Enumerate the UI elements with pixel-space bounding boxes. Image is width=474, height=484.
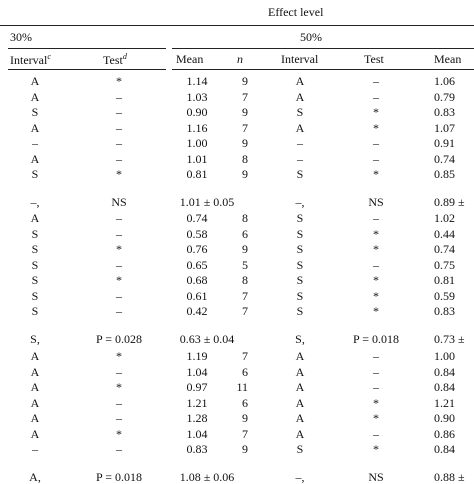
summary-test-30: NS bbox=[111, 195, 127, 209]
mean-50-cell: 0.83 bbox=[434, 304, 455, 318]
header-30pct: 30% bbox=[10, 30, 32, 44]
mean-30-cell: 1.04 bbox=[186, 426, 208, 441]
n-cell: 6 bbox=[242, 395, 248, 410]
test-50-cell: * bbox=[373, 120, 379, 135]
interval-30-cell: – bbox=[32, 442, 38, 456]
test-30-cell: – bbox=[116, 411, 122, 425]
test-30-cell: * bbox=[116, 242, 122, 256]
mean-30-cell: 0.42 bbox=[186, 304, 208, 318]
mean-30-cell: 0.74 bbox=[186, 211, 208, 225]
summary-mean-30: 1.08 ± 0.06 bbox=[179, 470, 235, 484]
col-header-test-50: Test bbox=[364, 52, 384, 66]
mean-30-cell: 1.16 bbox=[186, 120, 208, 135]
summary-test-50: NS bbox=[368, 470, 384, 484]
mean-50-cell: 0.84 bbox=[434, 380, 455, 394]
summary-test-50: P = 0.018 bbox=[353, 332, 399, 346]
mean-30-cell: 0.76 bbox=[186, 242, 208, 256]
summary-test-50: NS bbox=[368, 195, 384, 209]
n-cell: 9 bbox=[242, 442, 248, 456]
test-50-cell: * bbox=[373, 288, 379, 303]
n-cell: 6 bbox=[242, 364, 248, 379]
interval-50-cell: A bbox=[295, 89, 305, 104]
summary-mean-50: 0.89 ± bbox=[434, 195, 465, 209]
rule-30pct bbox=[8, 48, 166, 49]
interval-50-cell: A bbox=[295, 395, 305, 410]
interval-30-cell: S bbox=[31, 273, 39, 287]
test-30-cell: * bbox=[116, 426, 122, 441]
rule-50pct bbox=[172, 48, 474, 49]
n-cell: 9 bbox=[242, 105, 248, 119]
mean-50-cell: 0.86 bbox=[434, 426, 455, 441]
interval-50-cell: S bbox=[296, 226, 304, 241]
summary-test-30: P = 0.018 bbox=[96, 470, 142, 484]
summary-interval-30: A, bbox=[29, 470, 41, 484]
effect-level-title: Effect level bbox=[268, 5, 324, 19]
mean-30-cell: 0.61 bbox=[186, 288, 208, 303]
interval-50-cell: S bbox=[296, 442, 304, 456]
mean-30-cell: 1.03 bbox=[186, 89, 208, 104]
interval-50-cell: A bbox=[295, 411, 305, 425]
mean-30-cell: 0.68 bbox=[186, 273, 208, 287]
summary-test-30: P = 0.028 bbox=[96, 332, 142, 346]
n-cell: 7 bbox=[242, 426, 248, 441]
col-header-n: n bbox=[237, 52, 243, 66]
interval-50-cell: A bbox=[295, 426, 305, 441]
summary-mean-50: 0.88 ± bbox=[434, 470, 465, 484]
test-30-cell: – bbox=[116, 89, 122, 104]
test-50-cell: * bbox=[373, 411, 379, 425]
test-30-cell: – bbox=[116, 105, 122, 119]
test-30-cell: – bbox=[116, 151, 122, 166]
test-30-cell: – bbox=[116, 257, 122, 272]
test-50-cell: * bbox=[373, 304, 379, 318]
interval-50-cell: – bbox=[297, 136, 303, 150]
test-30-cell: * bbox=[116, 167, 122, 181]
summary-mean-50: 0.73 ± bbox=[434, 332, 465, 346]
interval-50-cell: A bbox=[295, 349, 305, 363]
mean-50-cell: 1.00 bbox=[434, 349, 455, 363]
mean-30-cell: 0.65 bbox=[186, 257, 208, 272]
n-cell: 6 bbox=[242, 226, 248, 241]
summary-interval-50: –, bbox=[295, 195, 305, 209]
n-cell: 11 bbox=[236, 380, 248, 394]
mean-50-cell: 0.90 bbox=[434, 411, 455, 425]
mean-50-cell: 0.74 bbox=[434, 242, 455, 256]
mean-50-cell: 1.07 bbox=[434, 120, 455, 135]
mean-50-cell: 0.84 bbox=[434, 442, 455, 456]
interval-50-cell: S bbox=[296, 242, 304, 256]
mean-50-cell: 0.74 bbox=[434, 151, 455, 166]
test-50-cell: – bbox=[373, 380, 379, 394]
mean-30-cell: 0.58 bbox=[186, 226, 208, 241]
summary-interval-30: –, bbox=[30, 195, 40, 209]
test-50-cell: * bbox=[373, 226, 379, 241]
interval-30-cell: S bbox=[31, 304, 39, 318]
summary-interval-50: –, bbox=[295, 470, 305, 484]
interval-30-cell: A bbox=[30, 74, 40, 88]
mean-50-cell: 1.06 bbox=[434, 74, 455, 88]
test-30-cell: – bbox=[116, 395, 122, 410]
interval-30-cell: S bbox=[31, 105, 39, 119]
test-50-cell: – bbox=[373, 211, 379, 225]
test-30-cell: – bbox=[116, 136, 122, 150]
mean-50-cell: 0.44 bbox=[434, 226, 455, 241]
mean-30-cell: 1.01 bbox=[186, 151, 208, 166]
interval-30-cell: A bbox=[30, 411, 40, 425]
test-50-cell: – bbox=[373, 364, 379, 379]
n-cell: 8 bbox=[242, 211, 248, 225]
interval-30-cell: S bbox=[31, 242, 39, 256]
interval-30-cell: A bbox=[30, 151, 40, 166]
test-50-cell: * bbox=[373, 395, 379, 410]
mean-50-cell: 0.83 bbox=[434, 105, 455, 119]
interval-50-cell: A bbox=[295, 364, 305, 379]
n-cell: 9 bbox=[242, 74, 248, 88]
test-30-cell: * bbox=[116, 273, 122, 287]
n-cell: 7 bbox=[242, 304, 248, 318]
mean-30-cell: 1.28 bbox=[186, 411, 208, 425]
interval-30-cell: A bbox=[30, 89, 40, 104]
summary-mean-30: 1.01 ± 0.05 bbox=[179, 195, 235, 209]
n-cell: 5 bbox=[242, 257, 248, 272]
n-cell: 7 bbox=[242, 349, 248, 363]
test-30-cell: – bbox=[116, 211, 122, 225]
mean-50-cell: 1.02 bbox=[434, 211, 455, 225]
header-50pct: 50% bbox=[300, 30, 322, 44]
summary-interval-30: S, bbox=[30, 332, 40, 346]
test-30-cell: – bbox=[116, 288, 122, 303]
interval-30-cell: S bbox=[31, 226, 39, 241]
col-header-interval-30: Interval$^c$ bbox=[10, 52, 51, 67]
mean-30-cell: 1.00 bbox=[186, 136, 208, 150]
n-cell: 7 bbox=[242, 288, 248, 303]
rule-cols-50 bbox=[172, 69, 474, 70]
n-cell: 8 bbox=[242, 273, 248, 287]
test-50-cell: – bbox=[373, 349, 379, 363]
mean-50-cell: 0.91 bbox=[434, 136, 455, 150]
n-cell: 8 bbox=[242, 151, 248, 166]
interval-50-cell: S bbox=[296, 211, 304, 225]
test-50-cell: * bbox=[373, 167, 379, 181]
mean-30-cell: 1.14 bbox=[186, 74, 208, 88]
interval-30-cell: – bbox=[32, 136, 38, 150]
interval-50-cell: S bbox=[296, 105, 304, 119]
interval-30-cell: S bbox=[31, 167, 39, 181]
test-30-cell: – bbox=[116, 120, 122, 135]
summary-interval-50: S, bbox=[295, 332, 305, 346]
interval-50-cell: S bbox=[296, 288, 304, 303]
mean-30-cell: 1.04 bbox=[186, 364, 208, 379]
test-50-cell: – bbox=[373, 151, 379, 166]
interval-30-cell: A bbox=[30, 380, 40, 394]
mean-50-cell: 0.84 bbox=[434, 364, 455, 379]
col-header-mean-30: Mean bbox=[176, 52, 204, 66]
test-30-cell: – bbox=[116, 442, 122, 456]
test-50-cell: * bbox=[373, 442, 379, 456]
interval-30-cell: A bbox=[30, 426, 40, 441]
n-cell: 7 bbox=[242, 89, 248, 104]
summary-mean-30: 0.63 ± 0.04 bbox=[179, 332, 235, 346]
mean-50-cell: 0.85 bbox=[434, 167, 455, 181]
interval-50-cell: – bbox=[297, 151, 303, 166]
interval-50-cell: A bbox=[295, 120, 305, 135]
mean-30-cell: 1.19 bbox=[186, 349, 208, 363]
test-50-cell: – bbox=[373, 426, 379, 441]
mean-30-cell: 0.97 bbox=[186, 380, 208, 394]
n-cell: 9 bbox=[242, 242, 248, 256]
interval-30-cell: A bbox=[30, 364, 40, 379]
test-30-cell: – bbox=[116, 364, 122, 379]
test-50-cell: – bbox=[373, 74, 379, 88]
interval-50-cell: S bbox=[296, 167, 304, 181]
top-rule bbox=[0, 25, 474, 26]
interval-30-cell: A bbox=[30, 211, 40, 225]
interval-50-cell: S bbox=[296, 257, 304, 272]
n-cell: 9 bbox=[242, 136, 248, 150]
test-30-cell: * bbox=[116, 380, 122, 394]
col-header-test-30: Test$^d$ bbox=[103, 52, 127, 67]
test-50-cell: * bbox=[373, 105, 379, 119]
col-header-mean-50: Mean bbox=[434, 52, 462, 66]
test-50-cell: – bbox=[373, 89, 379, 104]
test-50-cell: * bbox=[373, 242, 379, 256]
interval-30-cell: A bbox=[30, 395, 40, 410]
interval-50-cell: A bbox=[295, 380, 305, 394]
col-header-interval-50: Interval bbox=[281, 52, 319, 66]
rule-cols-30 bbox=[8, 69, 166, 70]
interval-30-cell: A bbox=[30, 349, 40, 363]
test-30-cell: * bbox=[116, 349, 122, 363]
n-cell: 7 bbox=[242, 120, 248, 135]
test-30-cell: * bbox=[116, 74, 122, 88]
mean-50-cell: 0.81 bbox=[434, 273, 455, 287]
test-50-cell: * bbox=[373, 273, 379, 287]
interval-50-cell: S bbox=[296, 304, 304, 318]
test-50-cell: – bbox=[373, 257, 379, 272]
mean-50-cell: 0.75 bbox=[434, 257, 455, 272]
interval-30-cell: S bbox=[31, 288, 39, 303]
mean-50-cell: 0.79 bbox=[434, 89, 455, 104]
mean-30-cell: 0.90 bbox=[186, 105, 208, 119]
interval-50-cell: S bbox=[296, 273, 304, 287]
mean-50-cell: 1.21 bbox=[434, 395, 455, 410]
mean-30-cell: 0.81 bbox=[186, 167, 208, 181]
test-30-cell: – bbox=[116, 226, 122, 241]
interval-50-cell: A bbox=[295, 74, 305, 88]
mean-30-cell: 0.83 bbox=[186, 442, 208, 456]
test-50-cell: – bbox=[373, 136, 379, 150]
interval-30-cell: A bbox=[30, 120, 40, 135]
mean-50-cell: 0.59 bbox=[434, 288, 455, 303]
mean-30-cell: 1.21 bbox=[186, 395, 208, 410]
test-30-cell: – bbox=[116, 304, 122, 318]
interval-30-cell: S bbox=[31, 257, 39, 272]
n-cell: 9 bbox=[242, 411, 248, 425]
n-cell: 9 bbox=[242, 167, 248, 181]
